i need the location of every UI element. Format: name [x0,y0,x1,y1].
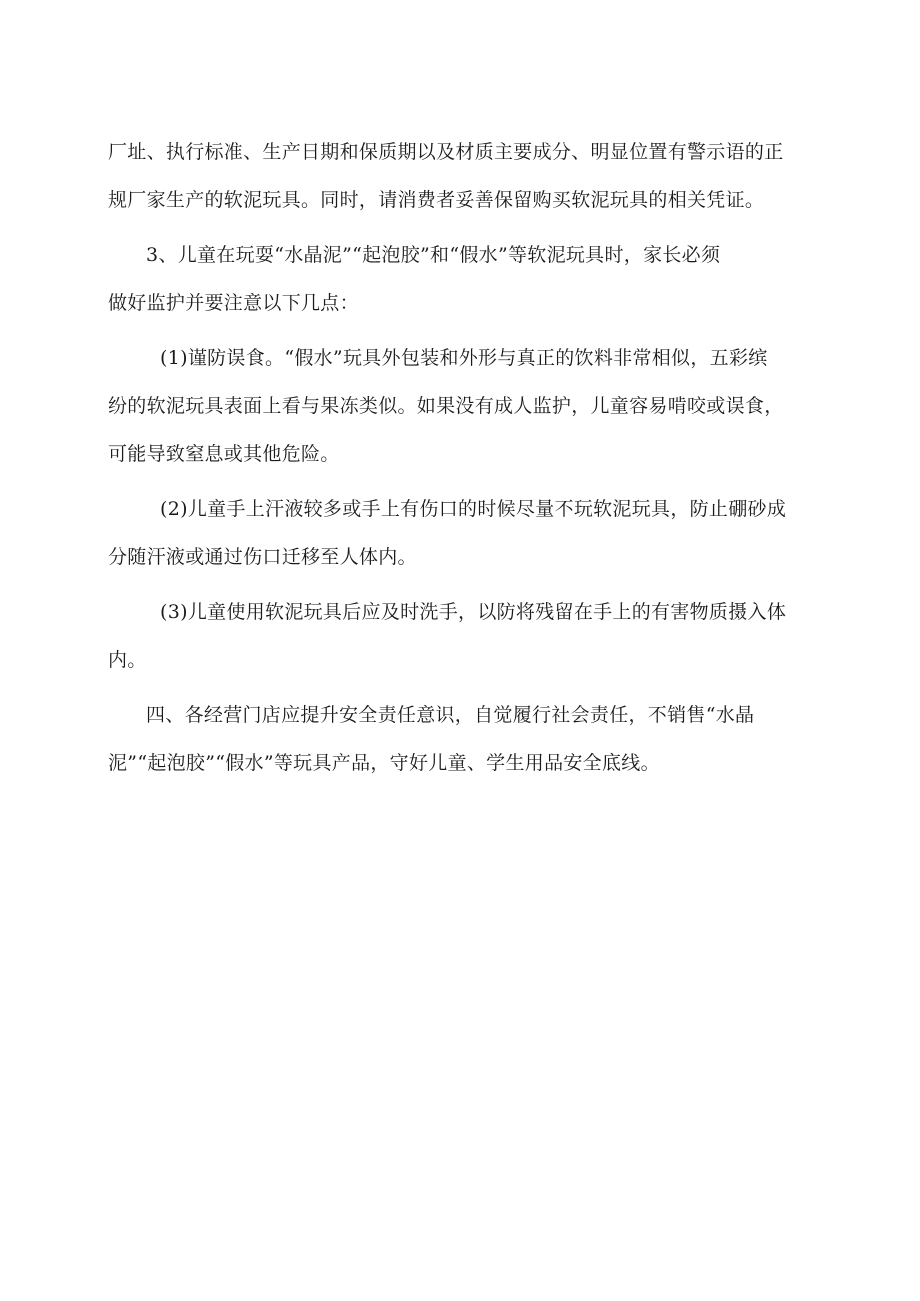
text-line: 做好监护并要注意以下几点： [108,292,359,314]
text-line: 纷的软泥玩具表面上看与果冻类似。如果没有成人监护，儿童容易啃咬或误食， [108,395,784,417]
paragraph-subitem-2 [108,485,820,581]
text-line: 3、儿童在玩耍“水晶泥”“起泡胶”和“假水”等软泥玩具时，家长必须 [146,244,721,266]
text-line: (2)儿童手上汗液较多或手上有伤口的时候尽量不玩软泥玩具，防止硼砂成 [160,498,787,520]
text-line: 规厂家生产的软泥玩具。同时，请消费者妥善保留购买软泥玩具的相关凭证。 [108,189,765,211]
paragraph-section-4 [108,691,820,787]
text-line: 泥”“起泡胶”“假水”等玩具产品，守好儿童、学生用品安全底线。 [108,752,660,774]
text-line: 可能导致窒息或其他危险。 [108,443,340,465]
paragraph-subitem-3 [108,588,820,684]
paragraph-continuation [108,128,820,224]
text-line: (1)谨防误食。“假水”玩具外包装和外形与真正的饮料非常相似，五彩缤 [160,347,768,369]
text-line: 四、各经营门店应提升安全责任意识，自觉履行社会责任，不销售“水晶 [146,704,755,726]
paragraph-subitem-1 [108,334,820,478]
text-line: 内。 [108,649,147,671]
paragraph-item-3 [108,231,820,327]
document-body [108,128,820,794]
text-line: (3)儿童使用软泥玩具后应及时洗手，以防将残留在手上的有害物质摄入体 [160,601,787,623]
text-line: 分随汗液或通过伤口迁移至人体内。 [108,546,417,568]
text-line: 厂址、执行标准、生产日期和保质期以及材质主要成分、明显位置有警示语的正 [108,141,784,163]
